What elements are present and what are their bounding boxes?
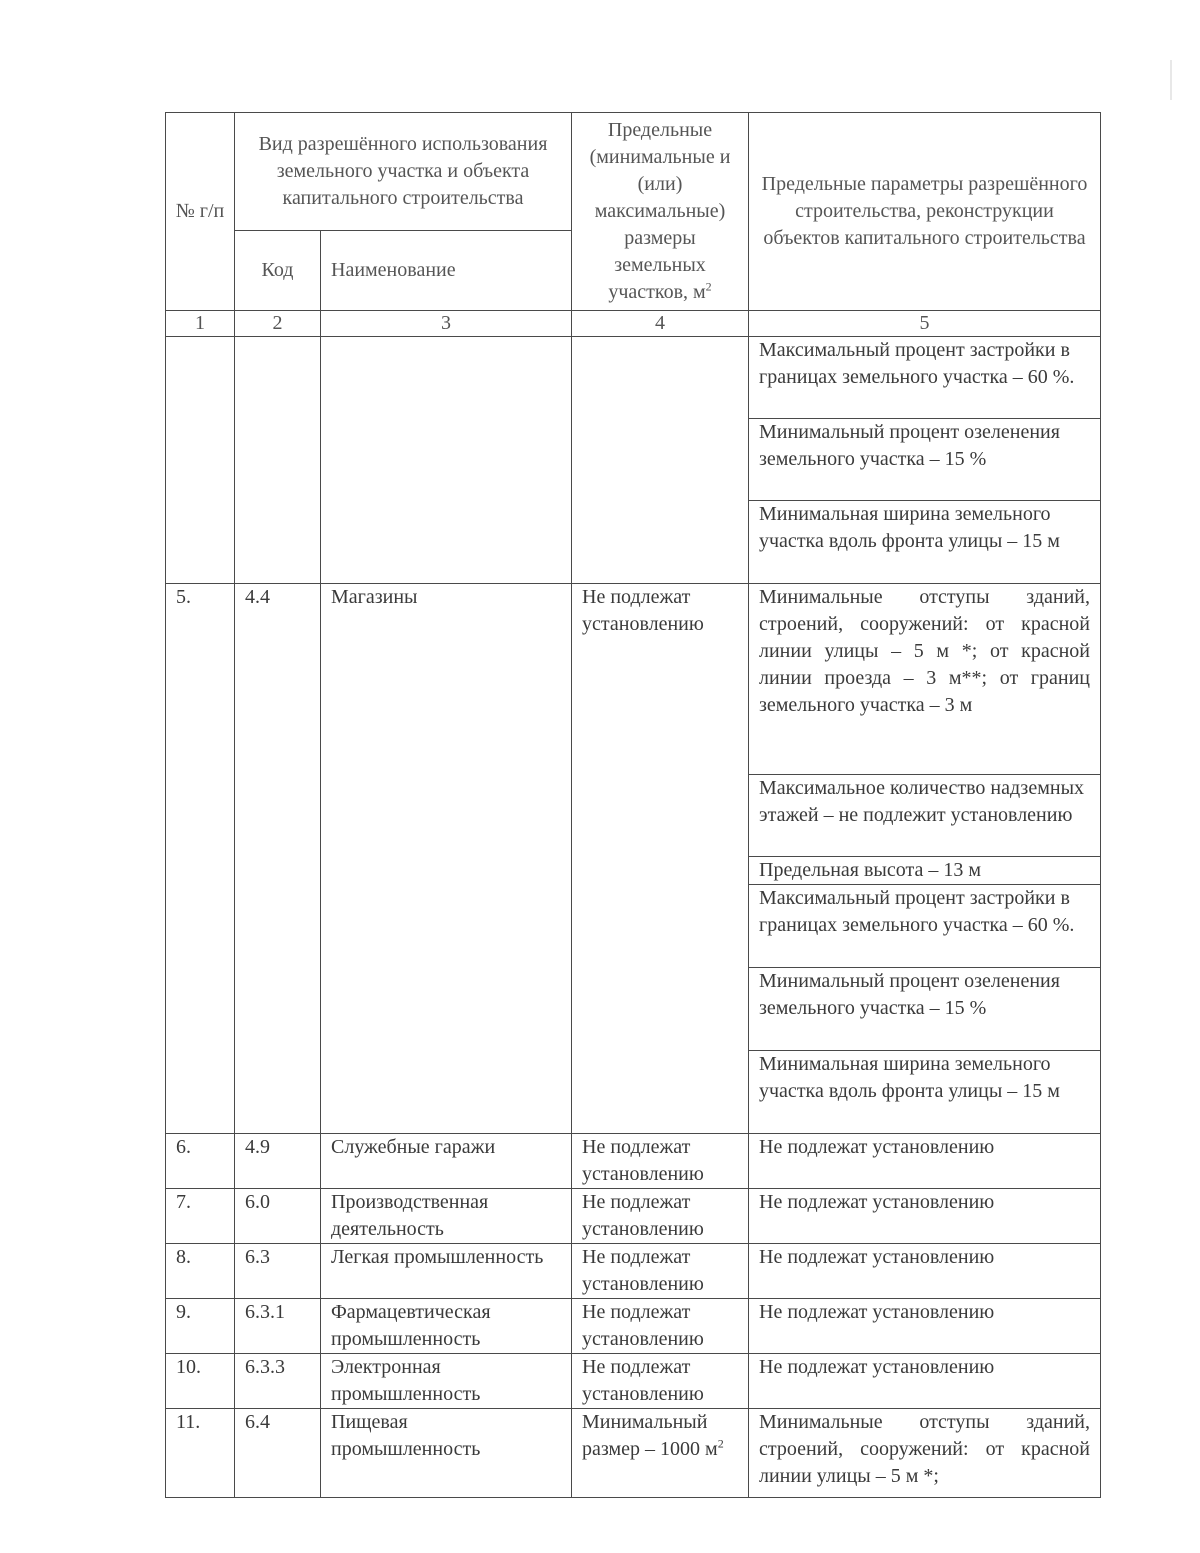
params-cell xyxy=(749,337,1101,584)
row-size: Не подлежат установлению xyxy=(572,584,749,1134)
row-number: 9. xyxy=(166,1299,235,1354)
header-code: Код xyxy=(235,231,321,311)
param-item: Минимальная ширина земельного участка вдоль фронта улицы – 15 м xyxy=(749,500,1100,583)
scan-artifact xyxy=(1170,60,1172,100)
row-code: 4.9 xyxy=(235,1134,321,1189)
col-number: 1 xyxy=(166,311,235,337)
param-item: Предельная высота – 13 м xyxy=(749,856,1100,884)
header-row xyxy=(166,113,1101,231)
row-number: 10. xyxy=(166,1354,235,1409)
row-size: Минимальный размер – 1000 $м^2$ xyxy=(572,1409,749,1498)
table-row xyxy=(166,1354,1101,1409)
row-size: Не подлежат установлению xyxy=(572,1354,749,1409)
table-row xyxy=(166,337,1101,584)
table-row xyxy=(166,1189,1101,1244)
row-size: Не подлежат установлению xyxy=(572,1189,749,1244)
table-row xyxy=(166,1134,1101,1189)
row-name: Электронная промышленность xyxy=(321,1354,572,1409)
row-name: Фармацевтическая промышленность xyxy=(321,1299,572,1354)
table-row xyxy=(166,1299,1101,1354)
row-number: 7. xyxy=(166,1189,235,1244)
row-code: 6.4 xyxy=(235,1409,321,1498)
row-number: 8. xyxy=(166,1244,235,1299)
col-number: 2 xyxy=(235,311,321,337)
row-name: Легкая промышленность xyxy=(321,1244,572,1299)
header-params: Предельные параметры разрешённого строительства, реконструкции объектов капитального строительства xyxy=(749,113,1101,311)
column-numbers-row xyxy=(166,311,1101,337)
col-number: 5 xyxy=(749,311,1101,337)
row-name: Магазины xyxy=(321,584,572,1134)
row-number: 6. xyxy=(166,1134,235,1189)
row-number: 5. xyxy=(166,584,235,1134)
header-number: № г/п xyxy=(166,113,235,311)
row-code: 6.3.1 xyxy=(235,1299,321,1354)
header-plot-sizes: Предельные (минимальные и (или) максимальные) размеры земельных участков, $м^2$ xyxy=(572,113,749,311)
row-code: 6.0 xyxy=(235,1189,321,1244)
col-number: 4 xyxy=(572,311,749,337)
row-name: Служебные гаражи xyxy=(321,1134,572,1189)
regulations-table xyxy=(165,112,1101,1498)
param-item: Минимальный процент озеленения земельного участка – 15 % xyxy=(749,967,1100,1050)
row-code: 6.3 xyxy=(235,1244,321,1299)
row-number: 11. xyxy=(166,1409,235,1498)
row-code: 6.3.3 xyxy=(235,1354,321,1409)
row-params: Не подлежат установлению xyxy=(749,1354,1101,1409)
row-size: Не подлежат установлению xyxy=(572,1134,749,1189)
param-item: Максимальное количество надземных этажей – не подлежит установлению xyxy=(749,774,1100,856)
row-params: Не подлежат установлению xyxy=(749,1299,1101,1354)
params-cell xyxy=(749,584,1101,1134)
param-item: Минимальные отступы зданий, строений, сооружений: от красной линии улицы – 5 м *; от красной линии проезда – 3 м**; от границ земельного участка – 3 м xyxy=(759,586,1090,716)
table-row xyxy=(166,1409,1101,1498)
param-item: Минимальная ширина земельного участка вдоль фронта улицы – 15 м xyxy=(749,1050,1100,1133)
table-row xyxy=(166,1244,1101,1299)
col-number: 3 xyxy=(321,311,572,337)
table-row xyxy=(166,584,1101,1134)
row-size: Не подлежат установлению xyxy=(572,1299,749,1354)
row-name: Пищевая промышленность xyxy=(321,1409,572,1498)
row-name: Производственная деятельность xyxy=(321,1189,572,1244)
param-item: Максимальный процент застройки в границах земельного участка – 60 %. xyxy=(759,339,1075,388)
row-code: 4.4 xyxy=(235,584,321,1134)
param-item: Минимальный процент озеленения земельного участка – 15 % xyxy=(749,418,1100,500)
row-params: Не подлежат установлению xyxy=(749,1134,1101,1189)
row-params: Не подлежат установлению xyxy=(749,1189,1101,1244)
header-use-type: Вид разрешённого использования земельного участка и объекта капитального строительства xyxy=(235,113,572,231)
row-params: Минимальные отступы зданий, строений, сооружений: от красной линии улицы – 5 м *; xyxy=(749,1409,1101,1498)
header-name: Наименование xyxy=(321,231,572,311)
param-item: Максимальный процент застройки в границах земельного участка – 60 %. xyxy=(749,884,1100,967)
row-size: Не подлежат установлению xyxy=(572,1244,749,1299)
row-params: Не подлежат установлению xyxy=(749,1244,1101,1299)
